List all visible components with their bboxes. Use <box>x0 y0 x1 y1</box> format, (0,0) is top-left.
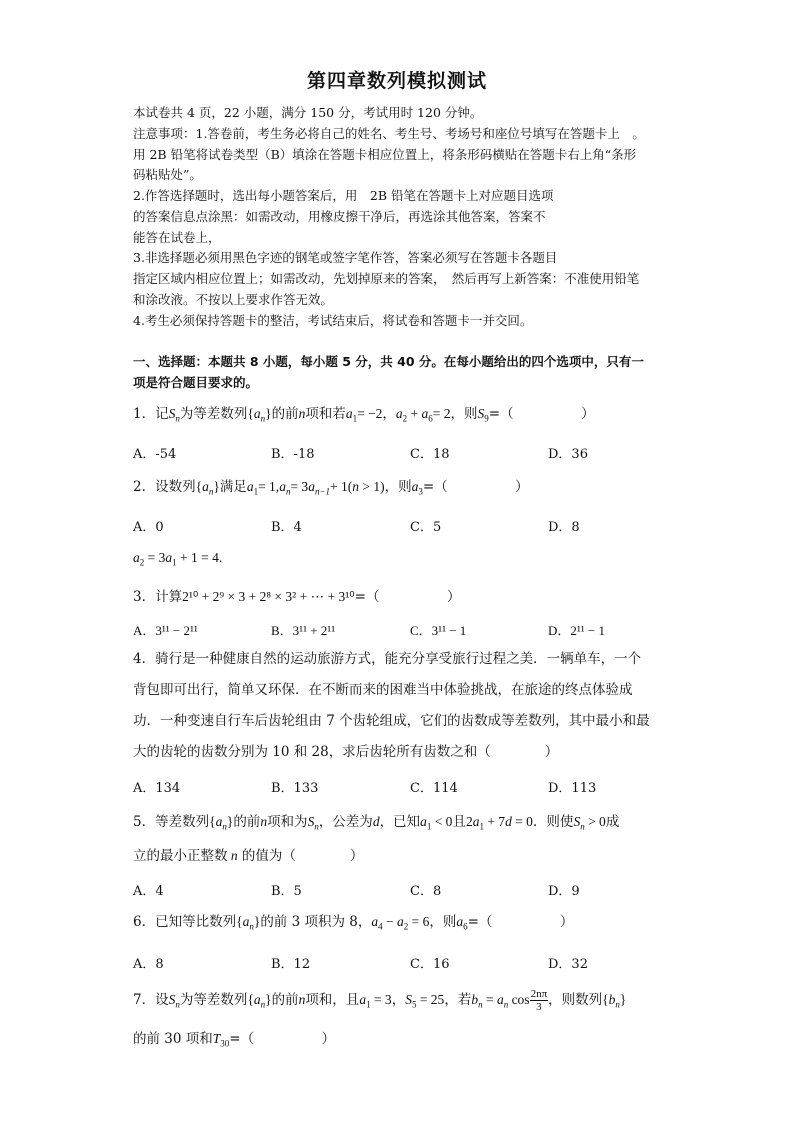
option-a[interactable]: A．3¹¹ − 2¹¹ <box>133 623 198 638</box>
intro-line-1: 本试卷共 4 页，22 小题，满分 150 分，考试用时 120 分钟。 <box>133 105 483 120</box>
question-7-line-2: 的前 30 项和$T_{30}=$（ ） <box>133 1031 336 1049</box>
question-4-line-1: 4．骑行是一种健康自然的运动旅游方式，能充分享受旅行过程之美．一辆单车，一个 <box>133 651 642 667</box>
option-b[interactable]: B．3¹¹ + 2¹¹ <box>271 623 336 638</box>
option-d[interactable]: D．113 <box>548 781 597 796</box>
intro-line-3: 用 2B 铅笔将试卷类型（B）填涂在答题卡相应位置上，将条形码横贴在答题卡右上角“条形 <box>133 147 637 162</box>
option-c[interactable]: C．3¹¹ − 1 <box>410 623 467 638</box>
option-a[interactable]: A．134 <box>133 781 181 796</box>
question-7-line-1: 7．设$S_n$为等差数列$\{a_n\}$的前n项和，且$a_1 = 3$，$S_5 = 25$，若$b_n = a_n$ cos $\frac{2n\pi}{3}$ ，则数列$\{b_n\}$ <box>133 988 627 1013</box>
option-a[interactable]: A．0 <box>133 520 164 535</box>
fraction: $\frac{2n\pi}{3}$ <box>530 988 548 1013</box>
option-d[interactable]: D．9 <box>548 884 580 899</box>
option-b[interactable]: B．4 <box>271 520 302 535</box>
question-4-line-3: 功．一种变速自行车后齿轮组由 7 个齿轮组成，它们的齿数成等差数列，其中最小和最 <box>133 713 650 729</box>
question-2-note: $a_2 = 3a_1 + 1 = 4$. <box>133 550 223 568</box>
question-4-line-2: 背包即可出行，简单又环保．在不断而来的困难当中体验挑战，在旅途的终点体验成 <box>133 682 633 698</box>
question-5-line-1: 5．等差数列$\{a_n\}$的前n项和为$S_n$，公差为d，已知$a_1 < 0$且$2a_1 + 7d = 0$．则使$S_n > 0$成 <box>133 814 620 832</box>
intro-line-7: 能答在试卷上， <box>133 230 221 245</box>
option-a[interactable]: A．8 <box>133 957 164 972</box>
question-2: 2．设数列$\{a_n\}$满足$a_1= 1,a_n= 3a_{n-1}+ 1(n > 1)$，则$a_3=$（ ） <box>133 479 529 497</box>
question-1: 1．记$S_n$为等差数列$\{a_n\}$的前n项和若$a_1= -2$，$a_2 + a_6= 2$，则$S_9=$（ ） <box>133 406 595 424</box>
option-d[interactable]: D．8 <box>548 520 580 535</box>
option-b[interactable]: B．-18 <box>271 447 315 462</box>
option-d[interactable]: D．32 <box>548 957 588 972</box>
option-c[interactable]: C．5 <box>410 520 442 535</box>
option-b[interactable]: B．5 <box>271 884 302 899</box>
section-heading-line-2: 项是符合题目要求的。 <box>133 375 259 390</box>
option-c[interactable]: C．18 <box>410 447 450 462</box>
page-title: 第四章数列模拟测试 <box>306 70 487 92</box>
question-6: 6．已知等比数列$\{a_n\}$的前 3 项积为 8，$a_4 - a_2 = 6$，则$a_6=$（ ） <box>133 914 574 932</box>
intro-line-6: 的答案信息点涂黑：如需改动，用橡皮擦干净后，再选涂其他答案，答案不 <box>133 209 546 224</box>
intro-line-4: 码粘贴处”。 <box>133 167 202 182</box>
question-3: 3．计算2¹⁰ + 2⁹ × 3 + 2⁸ × 3² + ⋯ + 3¹⁰=（ ） <box>133 589 461 605</box>
option-c[interactable]: C．8 <box>410 884 442 899</box>
section-heading-line-1: 一、选择题：本题共 8 小题，每小题 5 分，共 40 分。在每小题给出的四个选项中，只有一 <box>133 354 644 369</box>
option-a[interactable]: A．4 <box>133 884 164 899</box>
option-d[interactable]: D．36 <box>548 447 588 462</box>
option-b[interactable]: B．12 <box>271 957 311 972</box>
option-d[interactable]: D．2¹¹ − 1 <box>548 623 606 638</box>
option-b[interactable]: B．133 <box>271 781 319 796</box>
intro-line-9: 指定区域内相应位置上；如需改动，先划掉原来的答案， 然后再写上新答案：不准使用铅笔 <box>133 271 640 286</box>
question-5-line-2: 立的最小正整数 n 的值为（ ） <box>133 848 364 864</box>
question-4-line-4: 大的齿轮的齿数分别为 10 和 28，求后齿轮所有齿数之和（ ） <box>133 744 559 760</box>
question-3-expression: 2¹⁰ + 2⁹ × 3 + 2⁸ × 3² + ⋯ + 3¹⁰ <box>182 589 355 604</box>
intro-line-10: 和涂改液。不按以上要求作答无效。 <box>133 292 334 307</box>
option-a[interactable]: A．-54 <box>133 447 177 462</box>
intro-line-5: 2.作答选择题时，选出每小题答案后，用 2B 铅笔在答题卡上对应题目选项 <box>133 188 554 203</box>
intro-line-8: 3.非选择题必须用黑色字迹的钢笔或签字笔作答，答案必须写在答题卡各题目 <box>133 250 558 265</box>
option-c[interactable]: C．114 <box>410 781 458 796</box>
intro-line-2: 注意事项：1.答卷前，考生务必将自己的姓名、考生号、考场号和座位号填写在答题卡上 。 <box>133 126 645 141</box>
intro-line-11: 4.考生必须保持答题卡的整洁，考试结束后，将试卷和答题卡一并交回。 <box>133 313 533 328</box>
option-c[interactable]: C．16 <box>410 957 450 972</box>
